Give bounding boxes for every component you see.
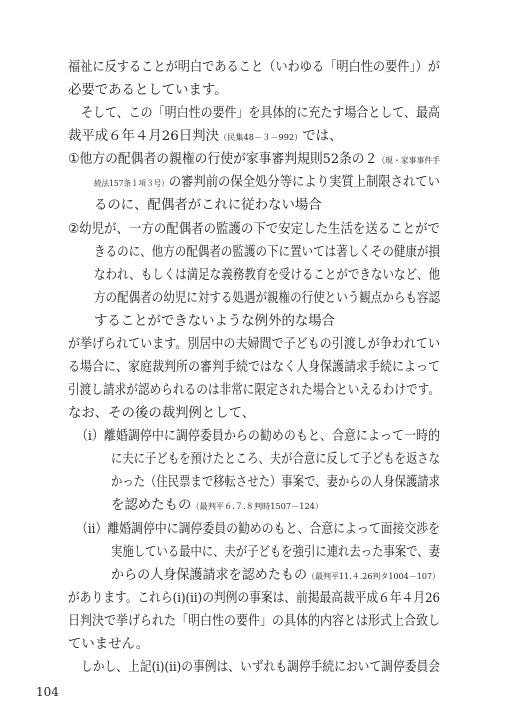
text-line xyxy=(17,473,447,493)
text-segment: では、 xyxy=(302,129,343,145)
list-item-2 xyxy=(5,220,476,240)
text-line xyxy=(0,312,507,332)
text-segment: 裁平成６年４月26日判決 xyxy=(68,129,219,145)
text-segment: があります。これら(ⅰ)(ⅱ)の判例の事案は、前掲最高裁平成６年４月26 xyxy=(68,590,440,606)
text-segment: からの人身保護請求を認めたもの xyxy=(111,567,308,583)
text-segment: 引渡し請求が認められるのは非常に限定された場合といえるわけです。 xyxy=(68,383,440,399)
text-segment: ていません。 xyxy=(68,636,150,652)
citation-note: （最判平11.４.26判タ1004－107） xyxy=(307,570,441,581)
text-segment: そして、この「明白性の要件」を具体的に充たす場合として、最高 xyxy=(81,106,440,122)
text-segment: 福祉に反することが明白であること（いわゆる「明白性の要件」）が xyxy=(68,60,440,75)
text-line xyxy=(7,358,461,378)
text-segment: 日判決で挙げられた「明白性の要件」の具体的内容とは形式上合致し xyxy=(68,613,440,629)
page-number: 104 xyxy=(36,685,59,699)
list-marker: （i） xyxy=(76,429,104,445)
text-segment: することができないような例外的な場合 xyxy=(94,313,336,329)
text-line xyxy=(0,496,507,516)
text-line xyxy=(3,566,498,586)
text-segment: 幼児が、一方の配偶者の監護の下で安定した生活を送ることがで xyxy=(79,221,441,237)
text-line xyxy=(0,196,507,216)
citation-note: （現・家事事件手 xyxy=(377,155,440,166)
text-line xyxy=(13,266,449,286)
text-line xyxy=(17,543,447,563)
text-segment: かった（住民票まで移転させた）事案で、妻からの人身保護請求 xyxy=(111,475,440,491)
text-segment: きるのに、他方の配偶者の監護の下に置いては著しくその健康が損 xyxy=(94,244,440,260)
text-segment: 他方の配偶者の親権の行使が家事審判規則52条の２ xyxy=(79,152,378,168)
list-item-1 xyxy=(3,150,488,170)
text-segment: 離婚調停中に調停委員からの勧めのもと、合意によって一時的 xyxy=(103,429,441,445)
text-segment: る場合に、家庭裁判所の審判手続ではなく人身保護請求手続によって xyxy=(68,360,440,375)
case-item-i xyxy=(8,427,463,447)
text-line xyxy=(0,635,507,655)
text-line xyxy=(0,404,507,424)
text-segment: なお、その後の裁判例として、 xyxy=(68,406,256,422)
text-segment: に夫に子どもを預けたところ、夫が合意に反して子どもを返さな xyxy=(111,452,440,468)
text-line xyxy=(13,289,450,309)
text-segment: が挙げられています。別居中の夫婦間で子どもの引渡しが争われてい xyxy=(68,336,440,352)
list-marker: （ii） xyxy=(76,521,108,537)
text-line xyxy=(7,173,474,193)
citation-note: （民集48－３－992） xyxy=(218,132,303,143)
text-line xyxy=(9,381,450,401)
list-marker: ① xyxy=(68,152,80,168)
text-line xyxy=(7,335,463,355)
text-line xyxy=(0,81,507,101)
case-item-ii xyxy=(9,520,459,540)
text-segment: 必要であるとしています。 xyxy=(68,83,228,99)
text-segment: なわれ、もしくは満足な義務教育を受けることができないなど、他 xyxy=(94,267,440,283)
list-marker: ② xyxy=(68,221,80,237)
text-line xyxy=(0,127,507,147)
text-segment: 離婚調停中に調停委員の勧めのもと、合意によって面接交渉を xyxy=(107,521,441,537)
text-line xyxy=(10,658,455,678)
text-segment: を認めたもの xyxy=(111,498,192,514)
text-segment: しかし、上記(ⅰ)(ⅱ)の事例は、いずれも調停手続において調停委員会 xyxy=(81,660,440,675)
text-segment: 方の配偶者の幼児に対する処遇が親権の行使という観点からも容認 xyxy=(94,290,440,306)
text-line xyxy=(8,589,452,609)
text-line xyxy=(9,104,463,124)
text-line xyxy=(6,58,468,78)
text-line xyxy=(17,450,447,470)
text-line xyxy=(13,243,450,263)
text-segment: 実施している最中に、夫が子どもを強引に連れ去った事案で、妻 xyxy=(111,544,440,560)
text-line xyxy=(7,612,461,632)
text-segment: るのに、配偶者がこれに従わない場合 xyxy=(94,198,322,214)
citation-note: （最判平６.７.８判時1507－124） xyxy=(191,501,324,512)
citation-note: 続法157条１項３号） xyxy=(94,178,169,189)
text-segment: の審判前の保全処分等により実質上制限されてい xyxy=(168,175,440,191)
